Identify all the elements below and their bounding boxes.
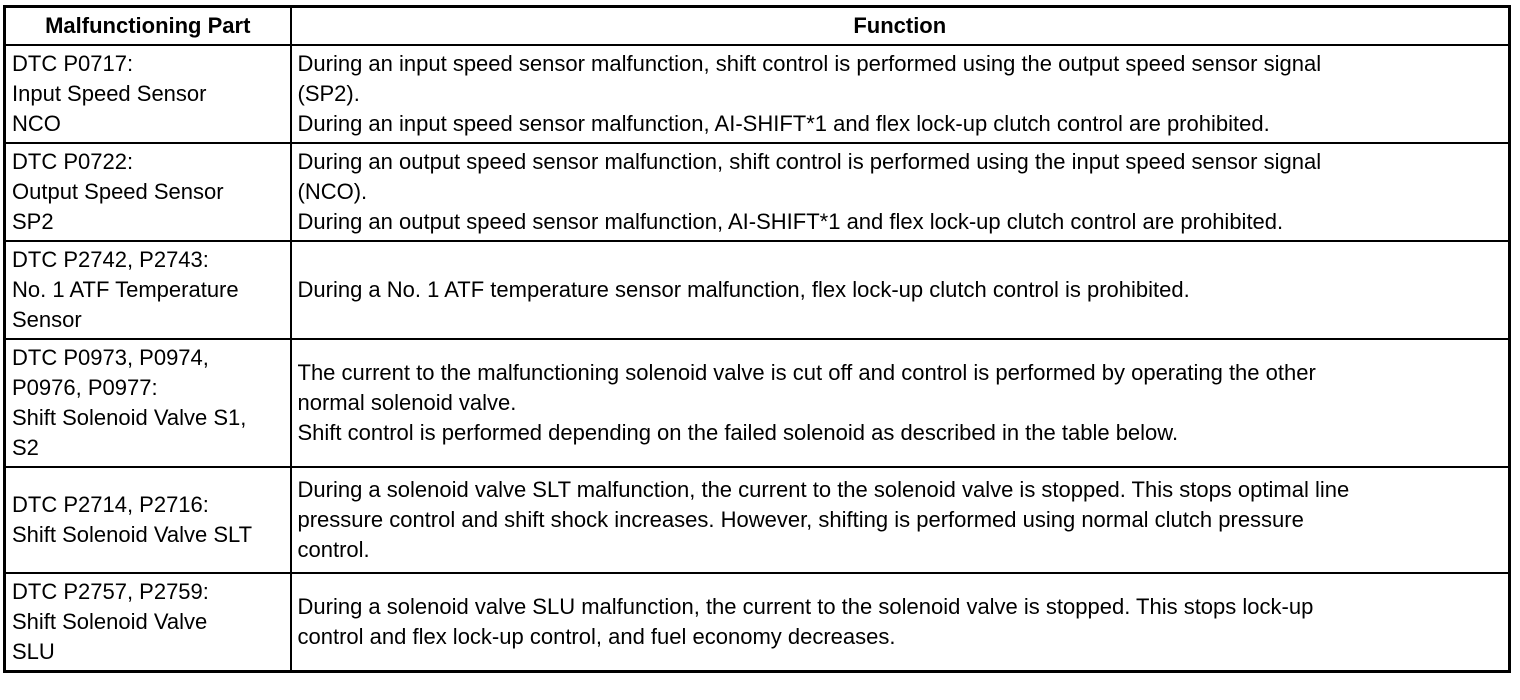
header-malfunctioning-part: Malfunctioning Part (5, 7, 291, 46)
function-cell: The current to the malfunctioning solenoid valve is cut off and control is performed by operating the other normal solenoid valve. Shift control is performed depending on the failed solenoid as described in the table below. (291, 339, 1510, 467)
part-cell: DTC P2714, P2716: Shift Solenoid Valve SLT (5, 467, 291, 573)
table-row (5, 45, 1510, 143)
table-row (5, 573, 1510, 672)
table-body (5, 45, 1510, 672)
header-row (5, 7, 1510, 46)
function-cell: During a No. 1 ATF temperature sensor malfunction, flex lock-up clutch control is prohibited. (291, 241, 1510, 339)
table-row (5, 467, 1510, 573)
function-cell: During an output speed sensor malfunction, shift control is performed using the input speed sensor signal (NCO). During an output speed sensor malfunction, AI-SHIFT*1 and flex lock-up clutch control are prohibited. (291, 143, 1510, 241)
fail-safe-table (3, 5, 1511, 673)
part-cell: DTC P0722: Output Speed Sensor SP2 (5, 143, 291, 241)
part-cell: DTC P0717: Input Speed Sensor NCO (5, 45, 291, 143)
part-cell: DTC P2742, P2743: No. 1 ATF Temperature Sensor (5, 241, 291, 339)
function-cell: During a solenoid valve SLT malfunction, the current to the solenoid valve is stopped. This stops optimal line pressure control and shift shock increases. However, shifting is performed using normal clutch pressure control. (291, 467, 1510, 573)
function-cell: During a solenoid valve SLU malfunction, the current to the solenoid valve is stopped. This stops lock-up control and flex lock-up control, and fuel economy decreases. (291, 573, 1510, 672)
part-cell: DTC P2757, P2759: Shift Solenoid Valve SLU (5, 573, 291, 672)
part-cell: DTC P0973, P0974, P0976, P0977: Shift Solenoid Valve S1, S2 (5, 339, 291, 467)
table-header (5, 7, 1510, 46)
table-row (5, 143, 1510, 241)
document-page (3, 5, 1511, 673)
table-row (5, 339, 1510, 467)
table-row (5, 241, 1510, 339)
header-function: Function (291, 7, 1510, 46)
function-cell: During an input speed sensor malfunction, shift control is performed using the output speed sensor signal (SP2). During an input speed sensor malfunction, AI-SHIFT*1 and flex lock-up clutch control are prohibited. (291, 45, 1510, 143)
